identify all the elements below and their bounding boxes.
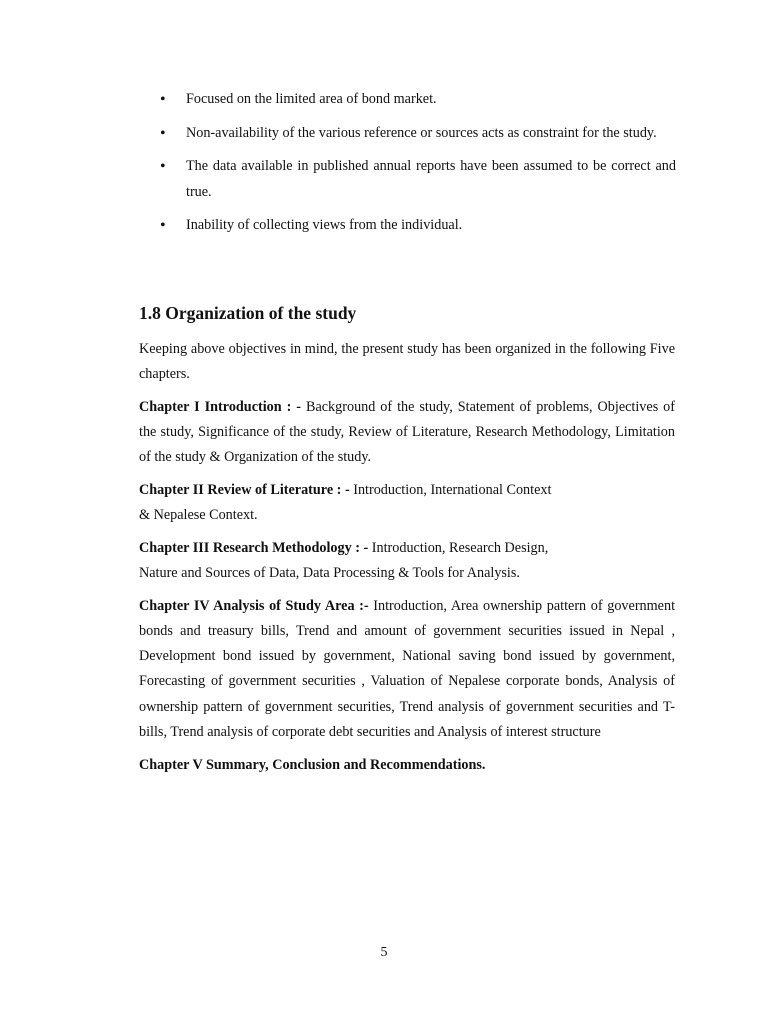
chapter-label: Chapter I Introduction : -: [139, 398, 302, 415]
chapter-label: Chapter II Review of Literature : -: [139, 482, 350, 499]
bullet-icon: •: [160, 158, 166, 175]
page-number: 5: [380, 945, 388, 960]
list-item-text: Focused on the limited area of bond market.: [186, 91, 437, 107]
chapter-4-paragraph: [139, 594, 675, 745]
chapter-3-paragraph: [139, 536, 675, 586]
list-item: [160, 213, 676, 239]
list-item: [160, 87, 676, 113]
list-item: [160, 154, 676, 205]
limitations-list: [160, 87, 676, 247]
list-item-text: Inability of collecting views from the individual.: [186, 217, 463, 233]
chapter-2-paragraph: [139, 478, 675, 528]
chapter-label: Chapter III Research Methodology : -: [139, 539, 369, 556]
chapter-description: Introduction, Area ownership pattern of government bonds and treasury bills, Trend and amount of government securities issued in Nepal , Development bond issued by government, National saving bond issued by government, Forecasting of government securities , Valuation of Nepalese corporate bonds, Analysis of ownership pattern of government securities, Trend analysis of government securities and T- bills, Trend analysis of corporate debt securities and Analysis of interest structure: [139, 597, 676, 740]
section-heading: 1.8 Organization of the study: [139, 303, 357, 323]
bullet-icon: •: [160, 217, 166, 234]
section-body: [139, 337, 675, 785]
chapter-5-paragraph: [139, 753, 675, 778]
bullet-icon: •: [160, 124, 166, 142]
list-item: [160, 121, 676, 147]
chapter-description: Introduction, Research Design,: [371, 539, 549, 556]
chapter-description: Introduction, International Context: [353, 482, 552, 499]
chapter-description-continued: & Nepalese Context.: [139, 507, 258, 524]
intro-paragraph: Keeping above objectives in mind, the present study has been organized in the following Five chapters.: [139, 341, 675, 383]
list-item-text: The data available in published annual reports have been assumed to be correct and true.: [186, 158, 676, 200]
chapter-1-paragraph: [139, 395, 675, 471]
chapter-description: Background of the study, Statement of problems, Objectives of the study, Significance of the study, Review of Literature, Research Methodology, Limitation of the study & Organization of the study.: [139, 398, 675, 466]
chapter-label: Chapter IV Analysis of Study Area :-: [139, 597, 369, 614]
chapter-label: Chapter V Summary, Conclusion and Recommendations.: [139, 756, 486, 773]
list-item-text: Non-availability of the various reference or sources acts as constraint for the study.: [186, 124, 657, 141]
bullet-icon: •: [160, 91, 166, 108]
chapter-description-continued: Nature and Sources of Data, Data Processing & Tools for Analysis.: [139, 565, 520, 582]
